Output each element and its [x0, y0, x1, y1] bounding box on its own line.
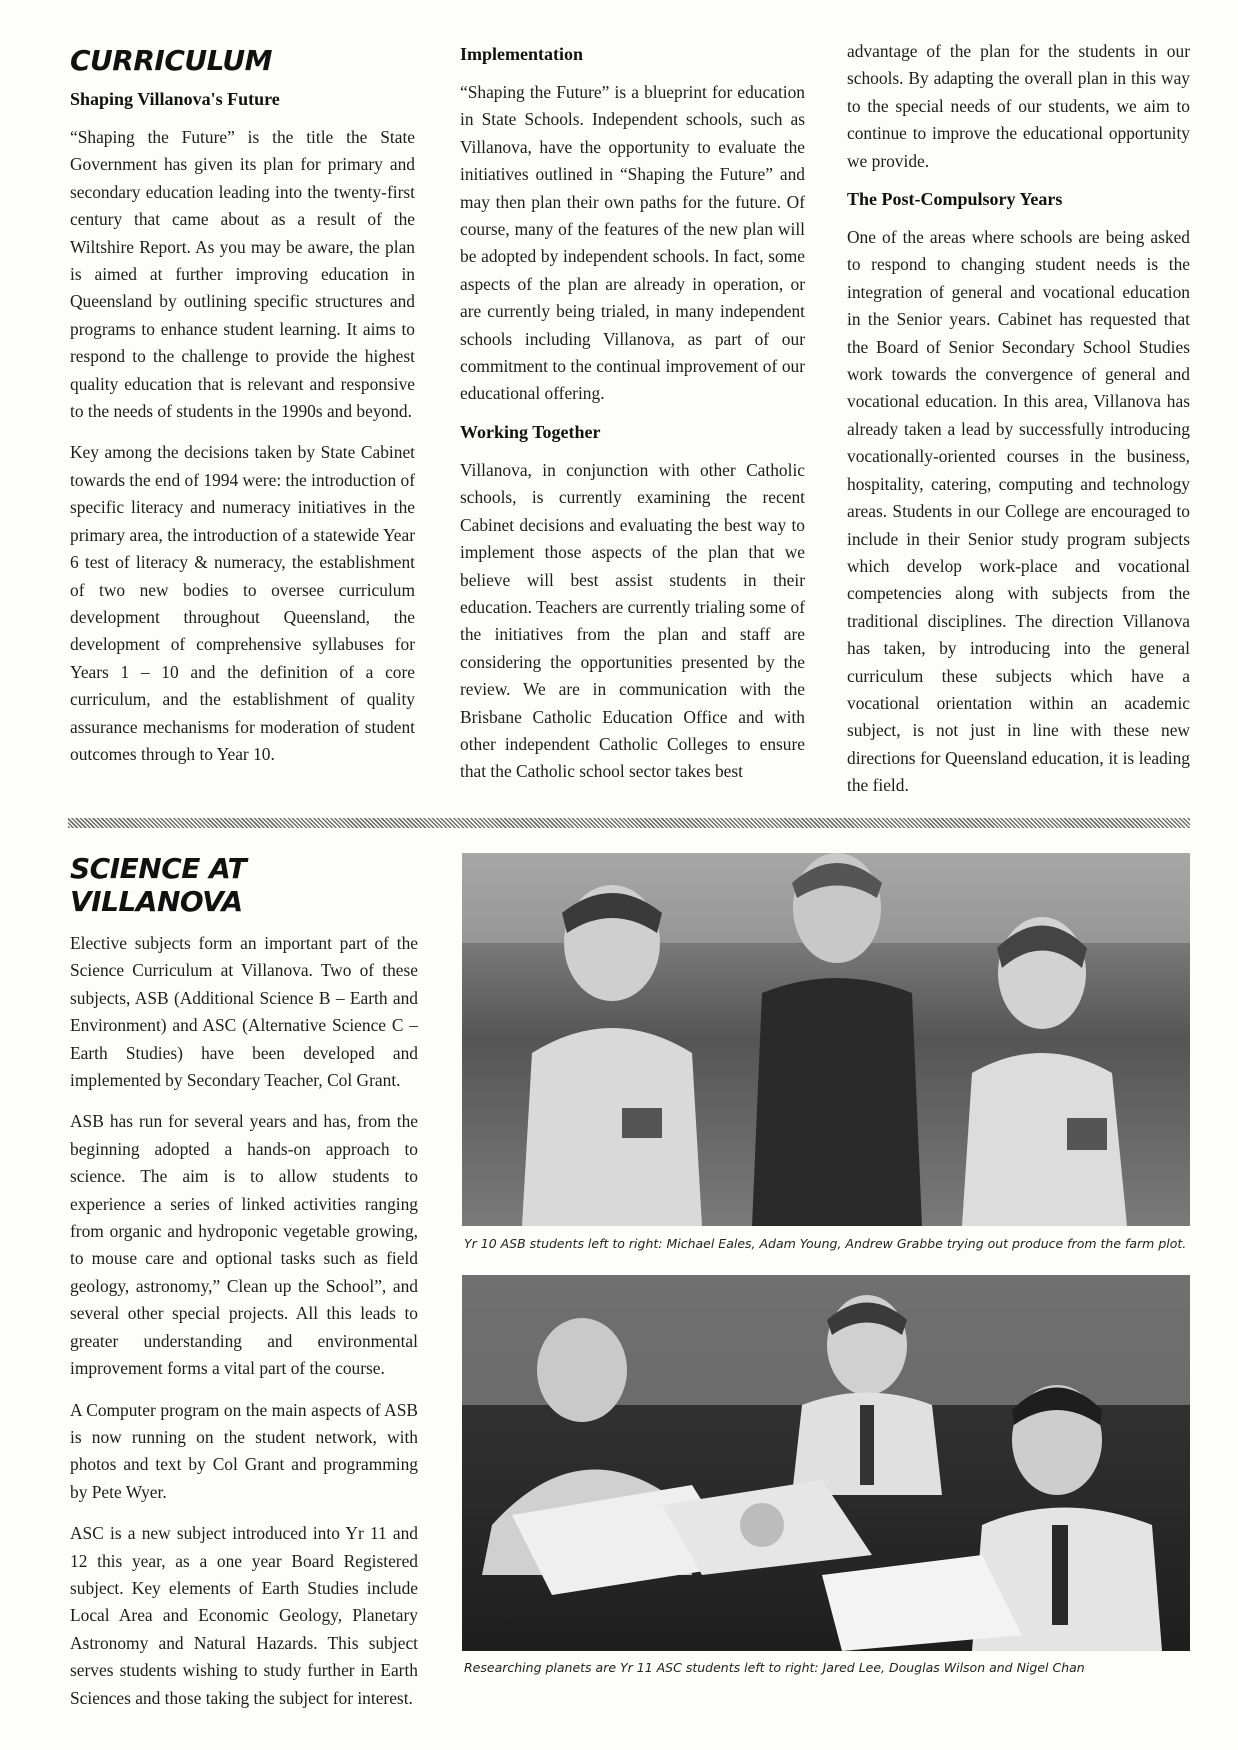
continuation-paragraph: advantage of the plan for the students in our schools. By adapting the overall plan in this way to the special needs of our students, we aim to continue to improve the educational opportunity we provide.: [847, 41, 1190, 171]
post-compulsory-paragraph: One of the areas where schools are being asked to respond to changing student needs is the integration of general and vocational education in the Senior years. Cabinet has requested that the Board of Senior Secondary School Studies work towards the convergence of general and vocational education. In this area, Villanova has already taken a lead by successfully introducing vocationally-oriented courses in the business, hospitality, catering, computing and technology areas. Students in our College are encouraged to include in their Senior study program subjects which develop work-place and vocational competencies along with subjects from the traditional disciplines. The direction Villanova has taken, by introducing into the general curriculum these subjects which have a vocational orientation within an academic subject, is not just in line with these new directions for Queensland education, it is leading the field.: [847, 227, 1190, 796]
curriculum-subtitle: Shaping Villanova's Future: [70, 89, 280, 109]
science-paragraph: ASC is a new subject introduced into Yr 11 and 12 this year, as a one year Board Registered subject. Key elements of Earth Studies include Local Area and Economic Geology, Planetary Astronomy and Natural Hazards. This subject serves students wishing to study further in Earth Sciences and those taking the subject for interest.: [70, 1523, 418, 1708]
curriculum-column-2: [460, 44, 805, 800]
science-paragraph: A Computer program on the main aspects of ASB is now running on the student network, with photos and text by Col Grant and programming by Pete Wyer.: [70, 1399, 418, 1502]
science-paragraph: ASB has run for several years and has, from the beginning adopted a hands-on approach to science. The aim is to allow students to experience a series of linked activities ranging from organic and hydroponic vegetable growing, to mouse care and optional tasks such as field geology, astronomy,” Clean up the School”, and several other special projects. All this leads to greater understanding and environmental improvement forms a vital part of the course.: [70, 1111, 418, 1379]
working-together-heading: Working Together: [460, 421, 601, 442]
implementation-paragraph: “Shaping the Future” is a blueprint for education in State Schools. Independent schools, such as Villanova, have the opportunity to evaluate the initiatives outlined in “Shaping the Future” and may then plan their own paths for the future. Of course, many of the features of the new plan will be adopted by independent schools. In fact, some aspects of the plan are already in operation, or are currently being trialed, in many independent schools including Villanova, as part of our commitment to the continual improvement of our educational offering.: [460, 82, 805, 404]
implementation-heading: Implementation: [460, 44, 583, 64]
curriculum-column-1: [70, 44, 415, 782]
photo-asc-students-image: [462, 1275, 1190, 1651]
section-divider: [68, 818, 1190, 828]
caption-asb-students: Yr 10 ASB students left to right: Michael Eales, Adam Young, Andrew Grabbe trying out produce from the farm plot.: [464, 1236, 1187, 1251]
curriculum-paragraph: Key among the decisions taken by State Cabinet towards the end of 1994 were: the introduction of specific literacy and numeracy initiatives in the primary area, the introduction of a statewide Year 6 test of literacy & numeracy, the establishment of two new bodies to oversee curriculum development throughout Queensland, the development of comprehensive syllabuses for Years 1 – 10 and the definition of a core curriculum, and the establishment of quality assurance mechanisms for moderation of student outcomes through to Year 10.: [70, 442, 415, 764]
science-column: [70, 852, 418, 1726]
science-title: SCIENCE AT VILLANOVA: [70, 852, 247, 918]
photo-asc-students: [462, 1275, 1190, 1651]
science-paragraph: Elective subjects form an important part of the Science Curriculum at Villanova. Two of these subjects, ASB (Additional Science B – Earth and Environment) and ASC (Alternative Science C – Earth Studies) have been developed and implemented by Secondary Teacher, Col Grant.: [70, 933, 418, 1091]
photo-asb-students-image: [462, 853, 1190, 1226]
working-together-paragraph: Villanova, in conjunction with other Catholic schools, is currently examining the recent Cabinet decisions and evaluating the best way to implement those aspects of the plan that we believe will best assist students in their education. Teachers are currently trialing some of the initiatives from the plan and staff are considering the opportunities presented by the review. We are in communication with the Brisbane Catholic Education Office and with other independent Catholic Colleges to ensure that the Catholic school sector takes best: [460, 459, 805, 782]
caption-asc-students: Researching planets are Yr 11 ASC students left to right: Jared Lee, Douglas Wilson and Nigel Chan: [464, 1660, 1085, 1675]
curriculum-column-3: [847, 38, 1190, 814]
photo-asb-students: [462, 853, 1190, 1226]
curriculum-title: CURRICULUM: [70, 44, 273, 77]
curriculum-paragraph: “Shaping the Future” is the title the State Government has given its plan for primary and secondary education leading into the twenty-first century that came about as a result of the Wiltshire Report. As you may be aware, the plan is aimed at further improving education in Queensland by outlining specific structures and programs to enhance student learning. It aims to respond to the challenge to provide the highest quality education that is relevant and responsive to the needs of students in the 1990s and beyond.: [70, 127, 415, 422]
post-compulsory-heading: The Post-Compulsory Years: [847, 189, 1063, 210]
